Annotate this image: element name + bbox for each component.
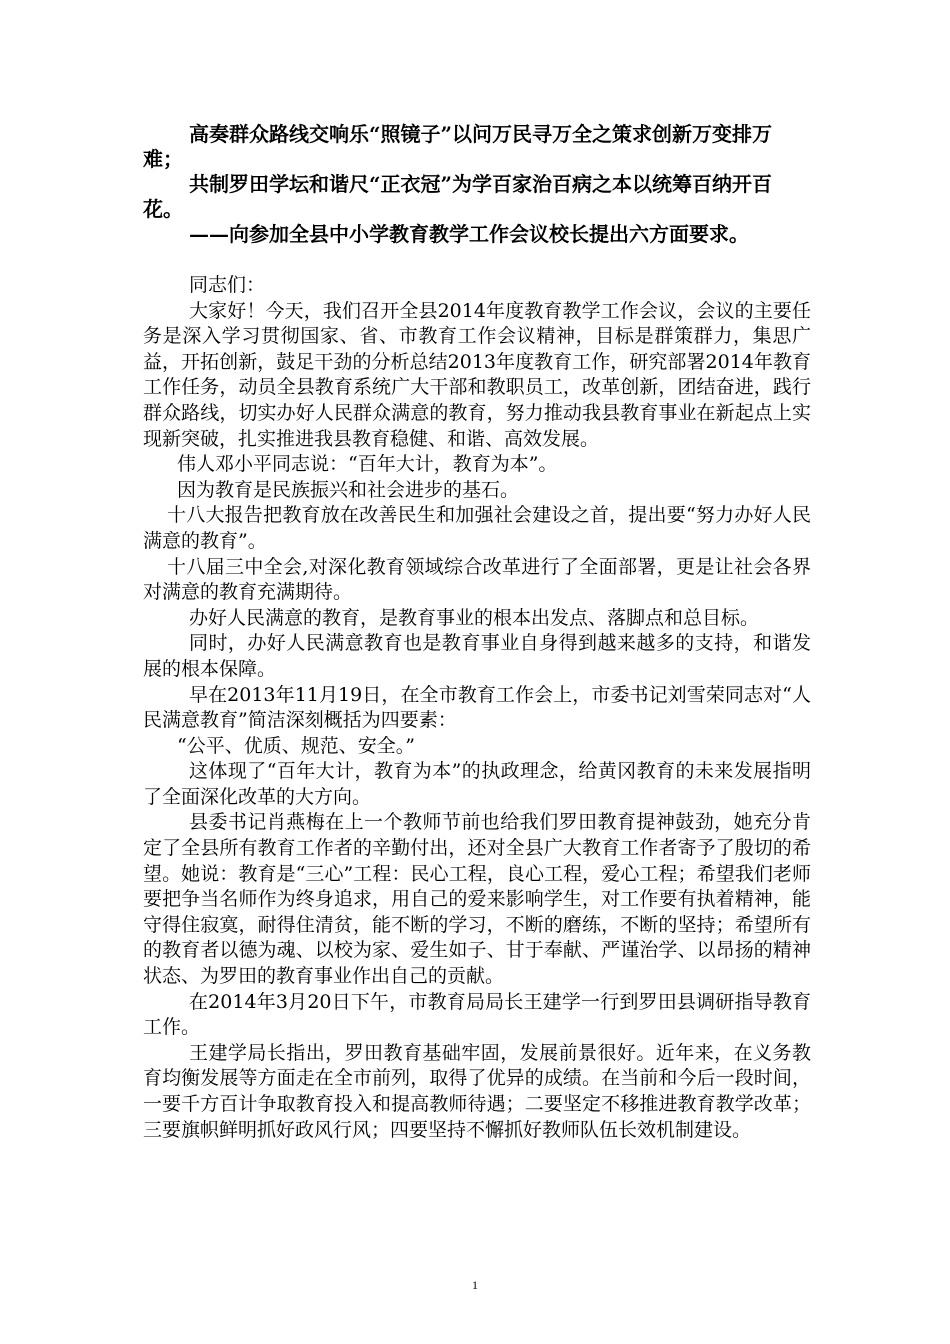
heading-line-2: 共制罗田学坛和谐尺“正衣冠”为学百家治百病之本以统筹百纳开百花。 bbox=[143, 172, 773, 221]
paragraph-city-meeting: 早在2013年11月19日，在全市教育工作会上，市委书记刘雪荣同志对“人民满意教育”简洁深刻概括为四要素： bbox=[143, 683, 811, 732]
paragraph-bureau-visit: 在2014年3月20日下午，市教育局局长王建学一行到罗田县调研指导教育工作。 bbox=[143, 990, 811, 1039]
paragraph-bureau-instructions: 王建学局长指出，罗田教育基础牢固，发展前景很好。近年来，在义务教育均衡发展等方面走在全市前列，取得了优异的成绩。在当前和今后一段时间，一要千方百计争取教育投入和提高教师待遇；二要坚定不移推进教育教学改革；三要旗帜鲜明抓好政风行风；四要坚持不懈抓好教师队伍长效机制建设。 bbox=[143, 1041, 811, 1141]
salutation: 同志们： bbox=[189, 274, 266, 296]
page-number: 1 bbox=[472, 1278, 478, 1292]
paragraph-county-secretary: 县委书记肖燕梅在上一个教师节前也给我们罗田教育提神鼓劲，她充分肯定了全县所有教育工作者的辛勤付出，还对全县广大教育工作者寄予了殷切的希望。她说：教育是“三心”工程：民心工程，良心工程，爱心工程；希望我们老师要把争当名师作为终身追求，用自己的爱来影响学生，对工作要有执着精神，能守得住寂寞，耐得住清贫，能不断的学习，不断的磨练，不断的坚持；希望所有的教育者以德为魂、以校为家、爱生如子、甘于奉献、严谨治学、以昂扬的精神状态、为罗田的教育事业作出自己的贡献。 bbox=[143, 811, 811, 988]
paragraph-third-plenum: 十八届三中全会,对深化教育领域综合改革进行了全面部署，更是让社会各界对满意的教育充满期待。 bbox=[143, 555, 811, 604]
paragraph-18th-report: 十八大报告把教育放在改善民生和加强社会建设之首，提出要“努力办好人民满意的教育”。 bbox=[143, 504, 811, 552]
paragraph-direction: 这体现了“百年大计，教育为本”的执政理念，给黄冈教育的未来发展指明了全面深化改革的大方向。 bbox=[143, 760, 811, 808]
paragraph-four-elements: “公平、优质、规范、安全。” bbox=[177, 734, 415, 757]
paragraph-deng-quote: 伟人邓小平同志说：“百年大计，教育为本”。 bbox=[177, 453, 558, 476]
heading-subtitle: ——向参加全县中小学教育教学工作会议校长提出六方面要求。 bbox=[189, 222, 749, 246]
paragraph-foundation: 因为教育是民族振兴和社会进步的基石。 bbox=[177, 478, 520, 501]
paragraph-opening: 大家好！今天，我们召开全县2014年度教育教学工作会议，会议的主要任务是深入学习贯彻国家、省、市教育工作会议精神，目标是群策群力，集思广益，开拓创新，鼓足干劲的分析总结2013年度教育工作，研究部署2014年教育工作任务，动员全县教育系统广大干部和教职员工，改革创新，团结奋进，践行群众路线，切实办好人民群众满意的教育，努力推动我县教育事业在新起点上实现新突破，扎实推进我县教育稳健、和谐、高效发展。 bbox=[143, 299, 811, 450]
paragraph-guarantee: 同时，办好人民满意教育也是教育事业自身得到越来越多的支持，和谐发展的根本保障。 bbox=[143, 632, 811, 680]
paragraph-satisfying-education: 办好人民满意的教育，是教育事业的根本出发点、落脚点和总目标。 bbox=[189, 606, 760, 629]
heading-line-1: 高奏群众路线交响乐“照镜子”以问万民寻万全之策求创新万变排万难； bbox=[143, 122, 773, 171]
spacer bbox=[143, 247, 811, 273]
document-body bbox=[143, 122, 811, 1143]
